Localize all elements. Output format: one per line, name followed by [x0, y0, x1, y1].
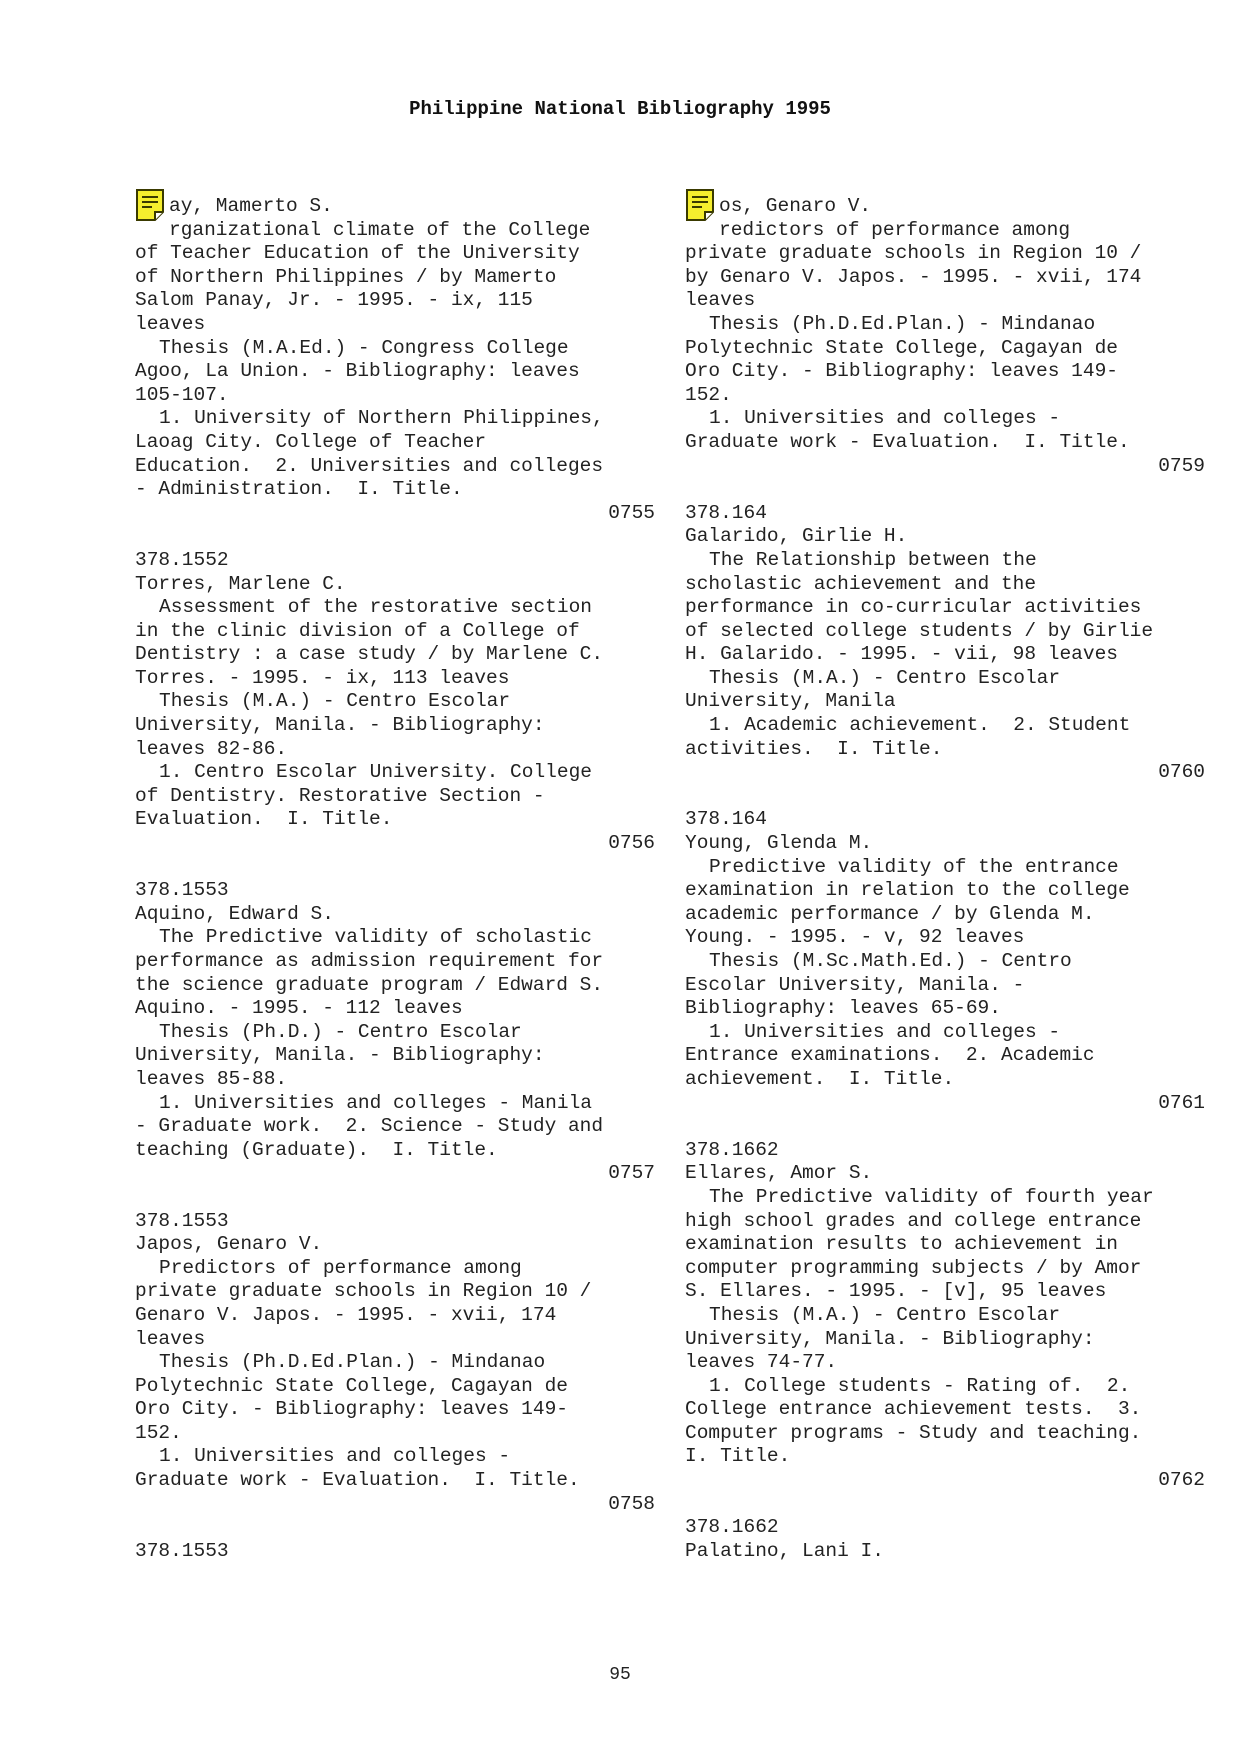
thesis-note-line: 105-107. [135, 383, 229, 406]
subject-heading-line: Computer programs - Study and teaching. [685, 1421, 1142, 1444]
bibliography-entry [135, 549, 655, 856]
thesis-note-line: Escolar University, Manila. - [685, 973, 1025, 996]
entry-number: 0757 [608, 1162, 655, 1185]
thesis-note-line: Thesis (M.Sc.Math.Ed.) - Centro [709, 950, 1072, 972]
entry-title-line: the science graduate program / Edward S. [135, 973, 604, 996]
subject-heading-line: I. Title. [685, 1445, 791, 1468]
subject-heading-line: 1. Universities and colleges - Manila [159, 1091, 592, 1114]
entry-title-line: The Relationship between the [709, 548, 1037, 571]
entry-author: os, Genaro V. [685, 195, 1205, 219]
thesis-note-line: Bibliography: leaves 65-69. [685, 997, 1001, 1020]
entry-number: 0756 [608, 832, 655, 855]
entry-title-line: redictors of performance among [719, 218, 1071, 241]
entry-title-line: leaves [135, 312, 206, 335]
entry-number: 0760 [1158, 761, 1205, 784]
thesis-note-line: Oro City. - Bibliography: leaves 149- [135, 1398, 568, 1421]
entry-author: Palatino, Lani I. [685, 1539, 884, 1562]
call-number: 378.1553 [135, 1539, 229, 1562]
entry-number: 0762 [1158, 1469, 1205, 1492]
entry-title-line: Torres. - 1995. - ix, 113 leaves [135, 666, 510, 689]
entry-title-line: examination in relation to the college [685, 879, 1130, 902]
page-number: 95 [609, 1665, 631, 1685]
bibliography-entry [135, 879, 655, 1186]
thesis-note-line: University, Manila. - Bibliography: [685, 1327, 1095, 1350]
bibliography-entry [135, 1210, 655, 1517]
subject-heading-line: Graduate work - Evaluation. I. Title. [135, 1469, 580, 1492]
entry-title-line: private graduate schools in Region 10 / [685, 242, 1142, 265]
entry-author: ay, Mamerto S. [135, 195, 655, 219]
entry-title-line: by Genaro V. Japos. - 1995. - xvii, 174 [685, 265, 1142, 288]
entry-author: Young, Glenda M. [685, 832, 873, 855]
entry-title-line: performance as admission requirement for [135, 950, 604, 972]
subject-heading-line: 1. University of Northern Philippines, [159, 407, 604, 430]
call-number: 378.1553 [135, 879, 229, 902]
entry-title-line: Genaro V. Japos. - 1995. - xvii, 174 [135, 1303, 557, 1326]
thesis-note-line: Agoo, La Union. - Bibliography: leaves [135, 360, 580, 383]
thesis-note-line: Thesis (M.A.) - Centro Escolar [709, 1303, 1061, 1326]
entry-title-line: H. Galarido. - 1995. - vii, 98 leaves [685, 643, 1118, 666]
bibliography-entry [685, 1516, 1205, 1563]
bibliography-entry [135, 195, 655, 525]
call-number: 378.1553 [135, 1209, 229, 1232]
thesis-note-line: Thesis (Ph.D.Ed.Plan.) - Mindanao [709, 312, 1096, 335]
entry-title-line: Young. - 1995. - v, 92 leaves [685, 926, 1025, 949]
subject-heading-line: achievement. I. Title. [685, 1067, 955, 1090]
entry-number: 0761 [1158, 1091, 1205, 1114]
entry-title-line: Salom Panay, Jr. - 1995. - ix, 115 [135, 289, 533, 312]
entry-author: Japos, Genaro V. [135, 1233, 323, 1256]
thesis-note-line: Polytechnic State College, Cagayan de [135, 1374, 568, 1397]
entry-number: 0755 [608, 501, 655, 524]
call-number: 378.1662 [685, 1138, 779, 1161]
subject-heading-line: Graduate work - Evaluation. I. Title. [685, 430, 1130, 453]
entry-author: Ellares, Amor S. [685, 1162, 873, 1185]
thesis-note-line: Thesis (M.A.Ed.) - Congress College [159, 336, 569, 359]
entry-title-line: The Predictive validity of scholastic [159, 926, 592, 949]
entry-title-line: high school grades and college entrance [685, 1209, 1142, 1232]
call-number: 378.1552 [135, 548, 229, 571]
entry-title-line: scholastic achievement and the [685, 572, 1037, 595]
entry-title-line: Predictors of performance among [159, 1256, 522, 1279]
left-column [135, 195, 655, 1587]
subject-heading-line: 1. Universities and colleges - [709, 407, 1061, 430]
thesis-note-line: Oro City. - Bibliography: leaves 149- [685, 360, 1118, 383]
thesis-note-line: 152. [685, 383, 732, 406]
entry-title-line: computer programming subjects / by Amor [685, 1256, 1142, 1279]
bibliography-entry [685, 1139, 1205, 1493]
entry-title-line: of selected college students / by Girlie [685, 619, 1154, 642]
bibliography-entry [685, 195, 1205, 478]
entry-number: 0759 [1158, 454, 1205, 477]
subject-heading-line: 1. Academic achievement. 2. Student [709, 714, 1131, 737]
subject-heading-line: Evaluation. I. Title. [135, 808, 393, 831]
thesis-note-line: University, Manila. - Bibliography: [135, 714, 545, 737]
sticky-note-icon[interactable] [685, 188, 715, 222]
subject-heading-line: 1. College students - Rating of. 2. [709, 1374, 1131, 1397]
entry-title-line: performance in co-curricular activities [685, 596, 1142, 619]
entry-author: Galarido, Girlie H. [685, 525, 908, 548]
entry-title-line: Dentistry : a case study / by Marlene C. [135, 643, 604, 666]
thesis-note-line: Thesis (Ph.D.Ed.Plan.) - Mindanao [159, 1351, 546, 1374]
call-number: 378.164 [685, 808, 767, 831]
subject-heading-line: 1. Universities and colleges - [159, 1445, 511, 1468]
entry-title-line: private graduate schools in Region 10 / [135, 1280, 592, 1303]
entry-title-line: leaves [135, 1327, 206, 1350]
subject-heading-line: Entrance examinations. 2. Academic [685, 1044, 1095, 1067]
subject-heading-line: teaching (Graduate). I. Title. [135, 1138, 498, 1161]
entry-title-line: in the clinic division of a College of [135, 619, 580, 642]
entry-title-line: leaves [685, 289, 756, 312]
subject-heading-line: - Graduate work. 2. Science - Study and [135, 1115, 604, 1138]
thesis-note-line: University, Manila. - Bibliography: [135, 1044, 545, 1067]
subject-heading-line: of Dentistry. Restorative Section - [135, 784, 545, 807]
thesis-note-line: leaves 82-86. [135, 737, 288, 760]
thesis-note-line: Polytechnic State College, Cagayan de [685, 336, 1118, 359]
entry-title-line: of Teacher Education of the University [135, 242, 580, 265]
entry-author: Aquino, Edward S. [135, 902, 334, 925]
entry-title-line: The Predictive validity of fourth year [709, 1185, 1154, 1208]
thesis-note-line: leaves 74-77. [685, 1351, 838, 1374]
subject-heading-line: - Administration. I. Title. [135, 478, 463, 501]
right-column [685, 195, 1205, 1587]
subject-heading-line: 1. Universities and colleges - [709, 1020, 1061, 1043]
thesis-note-line: University, Manila [685, 690, 896, 713]
entry-number: 0758 [608, 1492, 655, 1515]
bibliography-entry [685, 808, 1205, 1115]
entry-title-line: Assessment of the restorative section [159, 596, 592, 619]
thesis-note-line: 152. [135, 1421, 182, 1444]
bibliography-entry [135, 1540, 655, 1564]
subject-heading-line: 1. Centro Escolar University. College [159, 761, 592, 784]
entry-title-line: rganizational climate of the College [169, 218, 591, 241]
subject-heading-line: College entrance achievement tests. 3. [685, 1398, 1142, 1421]
entry-title-line: academic performance / by Glenda M. [685, 902, 1095, 925]
call-number: 378.1662 [685, 1516, 779, 1539]
entry-title-line: of Northern Philippines / by Mamerto [135, 265, 557, 288]
thesis-note-line: Thesis (Ph.D.) - Centro Escolar [159, 1020, 522, 1043]
page-title: Philippine National Bibliography 1995 [409, 98, 831, 120]
thesis-note-line: leaves 85-88. [135, 1067, 288, 1090]
subject-heading-line: activities. I. Title. [685, 737, 943, 760]
entry-title-line: Aquino. - 1995. - 112 leaves [135, 997, 463, 1020]
subject-heading-line: Laoag City. College of Teacher [135, 430, 487, 453]
entry-title-line: Predictive validity of the entrance [709, 855, 1119, 878]
sticky-note-icon[interactable] [135, 188, 165, 222]
subject-heading-line: Education. 2. Universities and colleges [135, 454, 604, 477]
entry-author: Torres, Marlene C. [135, 572, 346, 595]
thesis-note-line: Thesis (M.A.) - Centro Escolar [159, 690, 511, 713]
thesis-note-line: Thesis (M.A.) - Centro Escolar [709, 666, 1061, 689]
entry-title-line: S. Ellares. - 1995. - [v], 95 leaves [685, 1280, 1107, 1303]
entry-title-line: examination results to achievement in [685, 1233, 1118, 1256]
call-number: 378.164 [685, 501, 767, 524]
bibliography-entry [685, 502, 1205, 785]
